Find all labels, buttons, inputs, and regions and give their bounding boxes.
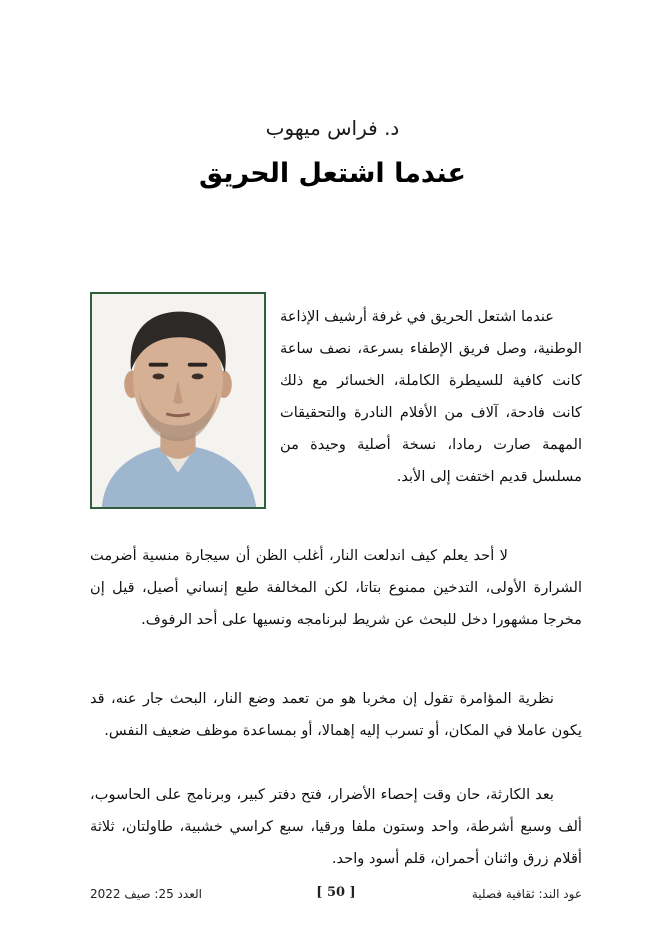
author-photo — [90, 292, 266, 509]
page-footer — [90, 887, 582, 907]
paragraph-3: نظرية المؤامرة تقول إن مخربا هو من تعمد وضع النار، البحث جار عنه، قد يكون عاملا في المكان، أو تسرب إليه إهمالا، أو بمساعدة موظف ضعيف النفس. — [90, 689, 582, 739]
paragraph-2: لا أحد يعلم كيف اندلعت النار، أغلب الظن أن سيجارة منسية أضرمت الشرارة الأولى، التدخين ممنوع بتاتا، لكن المخالفة طبع إنساني أصيل، قيل إن مخرجا مشهورا دخل للبحث عن شريط لبرنامجه ونسيها على أحد الرفوف. — [90, 546, 582, 628]
portrait-image — [92, 294, 264, 507]
author-name: د. فراس ميهوب — [265, 116, 400, 140]
journal-name: عود الند: ثقافية فصلية — [471, 887, 582, 901]
paragraph-4: بعد الكارثة، حان وقت إحصاء الأضرار، فتح دفتر كبير، وبرنامج على الحاسوب، ألف وسبع أشرطة، واحد وستون ملفا ورقيا، سبع كراسي خشبية، طاولتان، ثلاثة أقلام زرق واثنان أحمران، قلم أسود واحد. — [90, 785, 582, 867]
issue-info: العدد 25: صيف 2022 — [90, 887, 202, 901]
page-number: [ 50 ] — [316, 885, 356, 900]
paragraph-1: عندما اشتعل الحريق في غرفة أرشيف الإذاعة الوطنية، وصل فريق الإطفاء بسرعة، نصف ساعة كانت كافية للسيطرة الكاملة، الخسائر مع ذلك كانت فادحة، آلاف من الأفلام النادرة والتحقيقات المهمة صارت رمادا، نسخة أصلية وحيدة من مسلسل قديم اختفت إلى الأبد. — [280, 307, 582, 485]
article-title: عندما اشتعل الحريق — [198, 158, 466, 189]
